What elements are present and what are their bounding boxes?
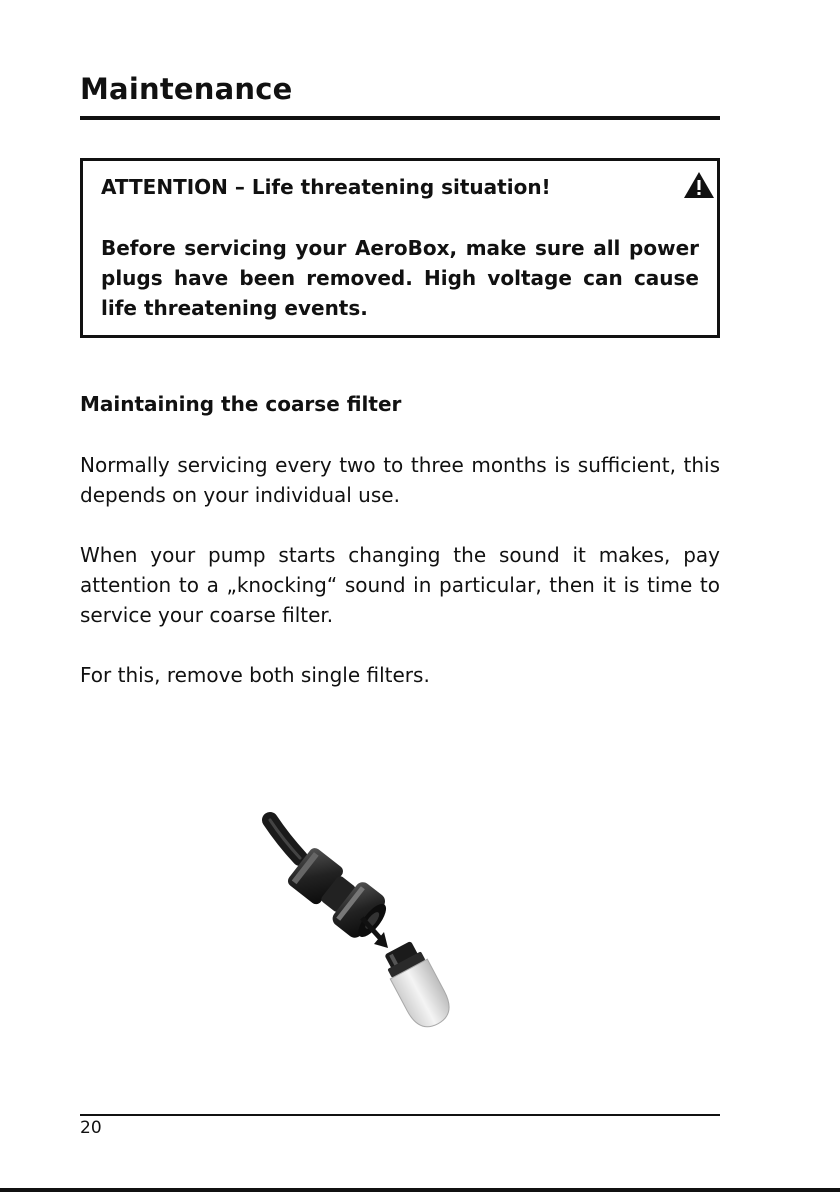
filter-removal-illustration [250,810,490,1040]
warning-body: Before servicing your AeroBox, make sure all power plugs have been removed. High voltage can cause life threatening events. [101,236,699,320]
paragraph-remove-filters: For this, remove both single filters. [80,663,430,687]
paragraph-servicing-interval: Normally servicing every two to three months is sufficient, this depends on your individual use. [80,453,720,507]
page-title: Maintenance [80,72,293,106]
paragraph-knocking-sound: When your pump starts changing the sound it makes, pay attention to a „knocking“ sound in particular, then it is time to service your coarse filter. [80,543,720,627]
footer-divider [80,1114,720,1116]
warning-title: ATTENTION – Life threatening situation! [101,175,551,199]
warning-triangle-icon [683,171,715,199]
warning-box [80,158,720,338]
section-heading: Maintaining the coarse filter [80,392,402,416]
page-number: 20 [80,1118,102,1138]
title-divider [80,116,720,120]
page-bottom-edge [0,1188,840,1192]
